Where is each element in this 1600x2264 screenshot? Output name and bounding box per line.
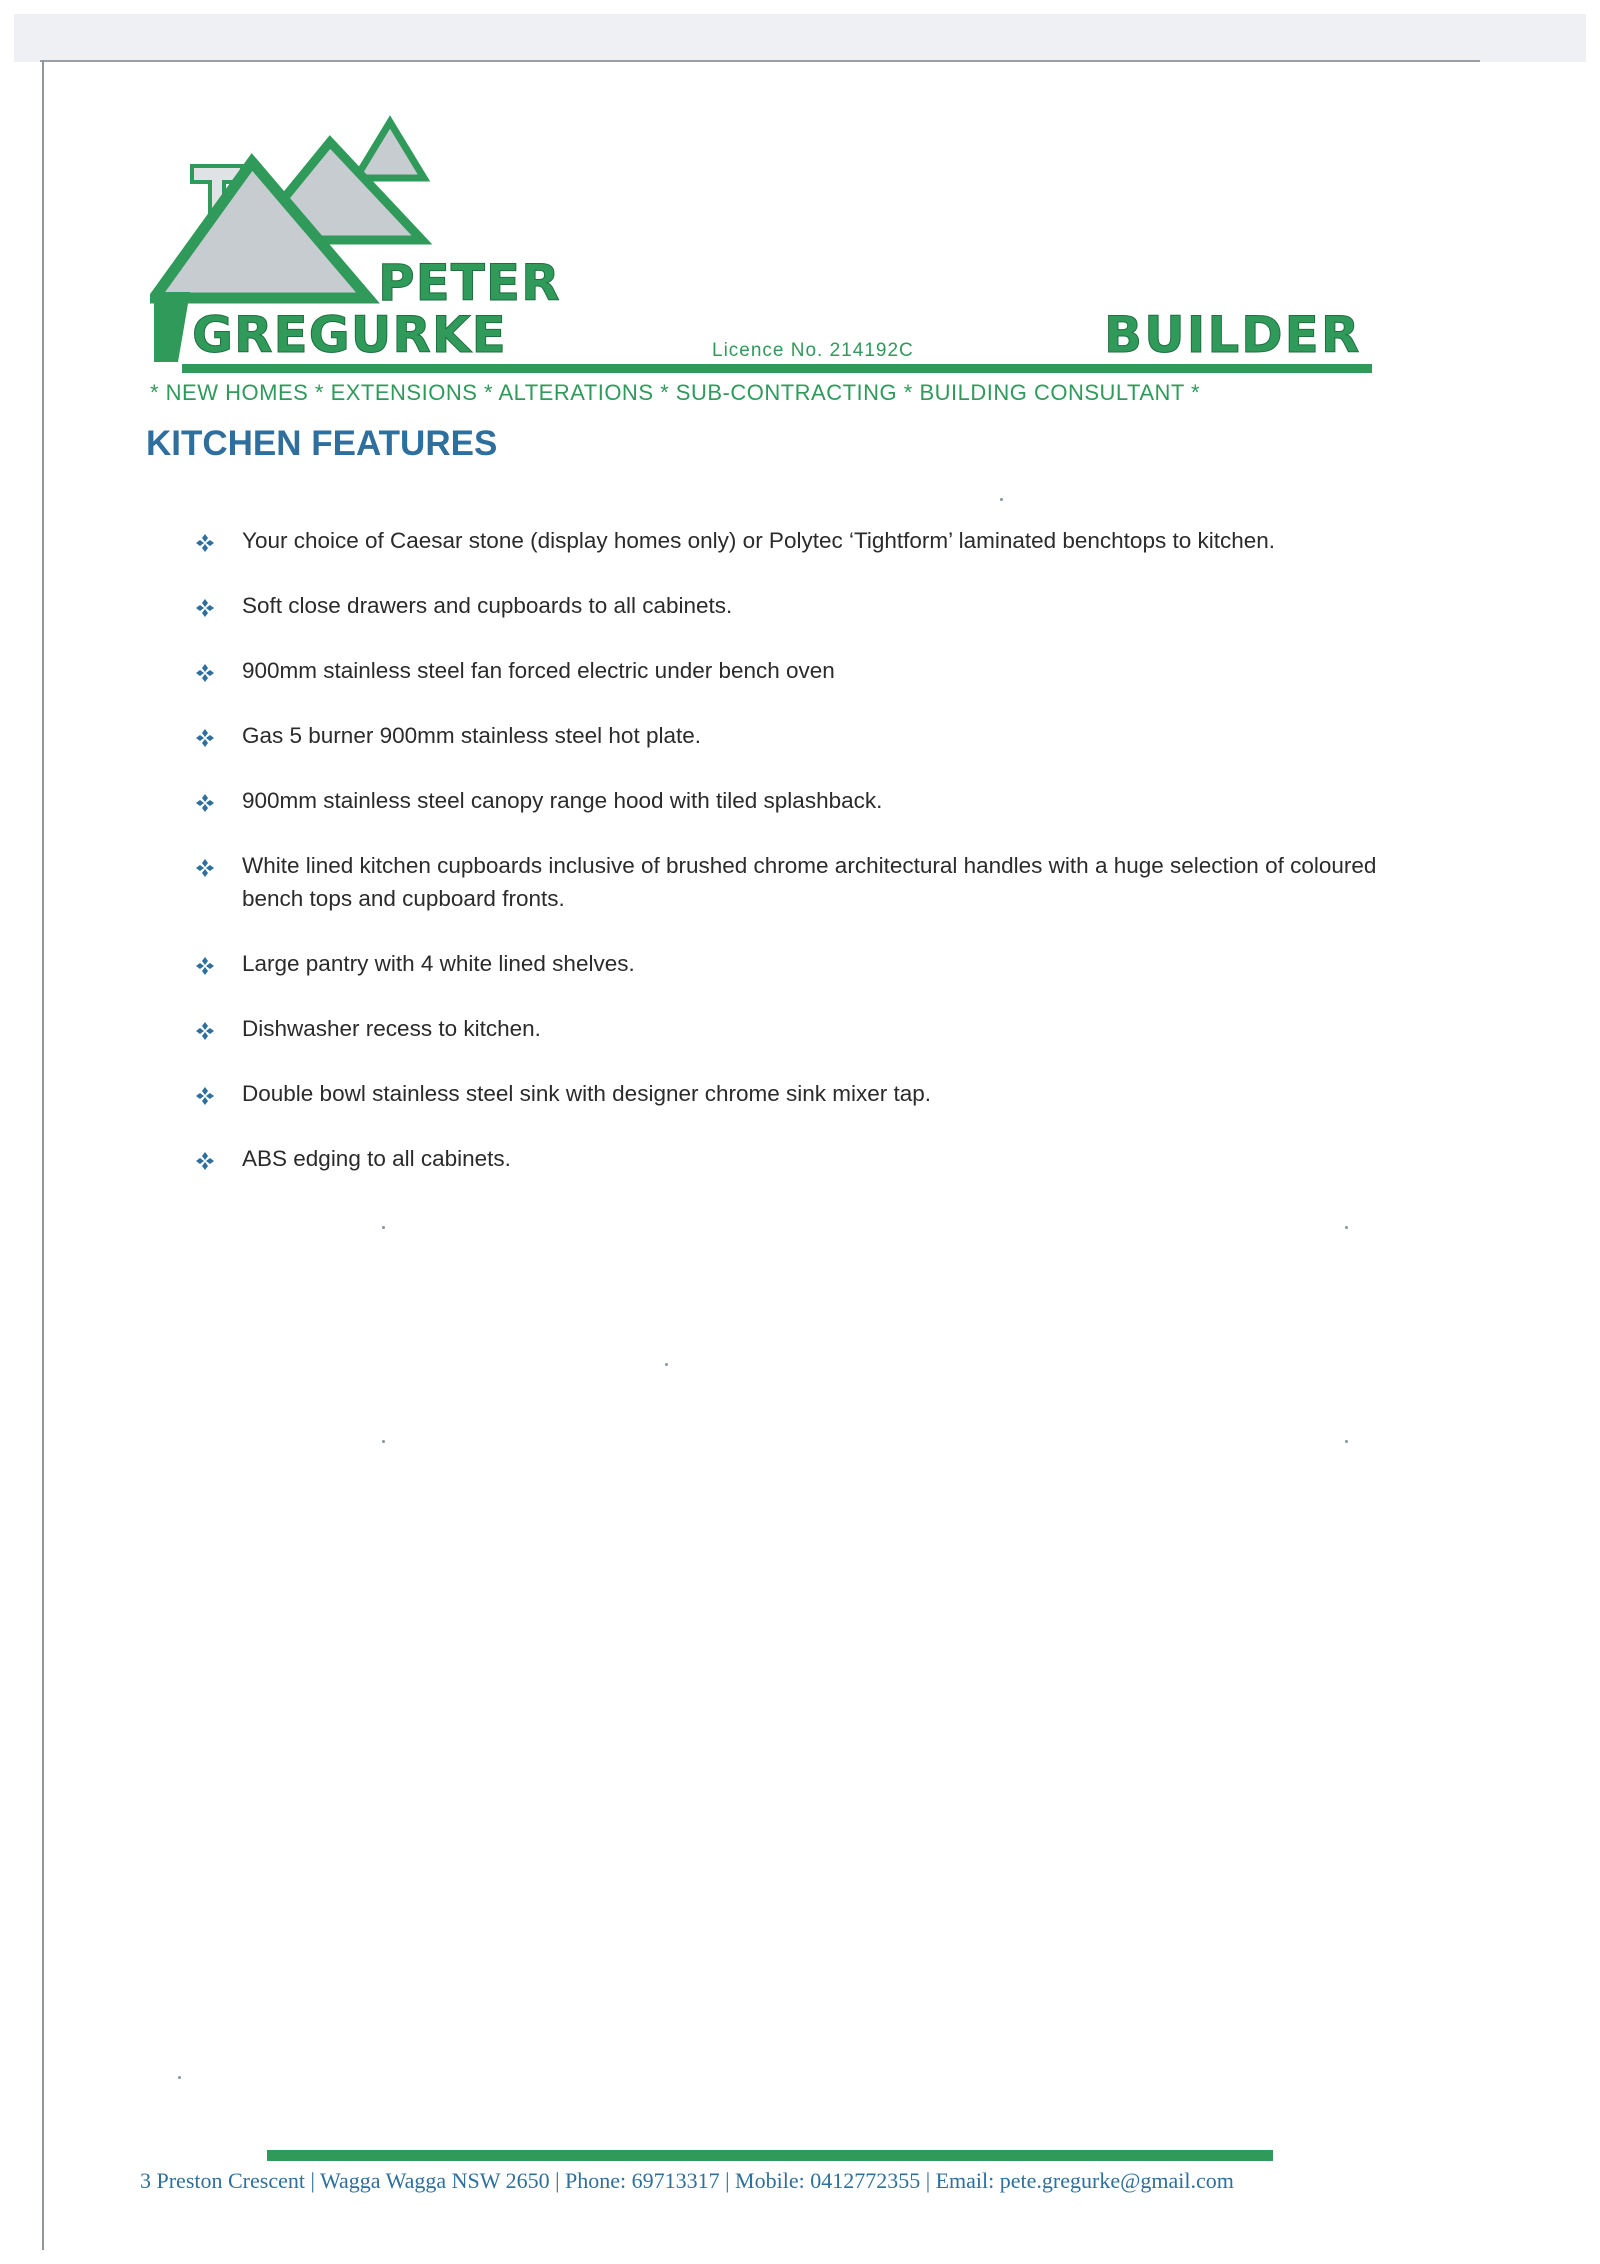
scan-shadow (14, 14, 1586, 62)
four-diamond-bullet-icon (196, 599, 214, 617)
four-diamond-bullet-icon (196, 534, 214, 552)
four-diamond-bullet-icon (196, 1022, 214, 1040)
footer-rule (267, 2150, 1273, 2161)
feature-item (196, 1142, 1426, 1175)
feature-item (196, 784, 1426, 817)
feature-list (196, 524, 1426, 1207)
header-rule (182, 364, 1372, 373)
feature-text: Dishwasher recess to kitchen. (242, 1016, 541, 1041)
scan-speck (382, 1226, 385, 1229)
feature-text: Your choice of Caesar stone (display homes only) or Polytec ‘Tightform’ laminated benchtops to kitchen. (242, 528, 1276, 553)
feature-item (196, 1012, 1426, 1045)
scan-speck (1000, 498, 1003, 501)
feature-text: Large pantry with 4 white lined shelves. (242, 951, 635, 976)
feature-text: 900mm stainless steel canopy range hood with tiled splashback. (242, 788, 883, 813)
four-diamond-bullet-icon (196, 794, 214, 812)
feature-text: White lined kitchen cupboards inclusive of brushed chrome architectural handles with a huge selection of coloured bench tops and cupboard fronts. (242, 853, 1377, 911)
scan-speck (1345, 1226, 1348, 1229)
four-diamond-bullet-icon (196, 957, 214, 975)
feature-item (196, 524, 1426, 557)
page-title: KITCHEN FEATURES (146, 424, 498, 463)
company-name-first: PETER (378, 254, 561, 312)
feature-text: Gas 5 burner 900mm stainless steel hot plate. (242, 723, 701, 748)
four-diamond-bullet-icon (196, 664, 214, 682)
feature-text: ABS edging to all cabinets. (242, 1146, 511, 1171)
scan-speck (1345, 1440, 1348, 1443)
scan-speck (382, 1440, 385, 1443)
four-diamond-bullet-icon (196, 1152, 214, 1170)
feature-item (196, 719, 1426, 752)
four-diamond-bullet-icon (196, 729, 214, 747)
feature-item (196, 589, 1426, 622)
feature-item (196, 1077, 1426, 1110)
scan-edge-top (40, 60, 1480, 62)
trade-title: BUILDER (1104, 306, 1362, 364)
scan-speck (178, 2076, 181, 2079)
scan-edge-left (42, 60, 44, 2250)
company-name-last: GREGURKE (192, 306, 507, 364)
four-diamond-bullet-icon (196, 1087, 214, 1105)
feature-item (196, 654, 1426, 687)
feature-item (196, 849, 1426, 915)
services-line: * NEW HOMES * EXTENSIONS * ALTERATIONS * SUB-CONTRACTING * BUILDING CONSULTANT * (150, 380, 1201, 405)
four-diamond-bullet-icon (196, 859, 214, 877)
feature-item (196, 947, 1426, 980)
feature-text: 900mm stainless steel fan forced electric under bench oven (242, 658, 835, 683)
licence-number: Licence No. 214192C (712, 340, 914, 361)
feature-text: Soft close drawers and cupboards to all cabinets. (242, 593, 733, 618)
scan-speck (665, 1363, 668, 1366)
footer-contact: 3 Preston Crescent | Wagga Wagga NSW 2650 | Phone: 69713317 | Mobile: 0412772355 | Email: pete.gregurke@gmail.com (140, 2168, 1234, 2193)
feature-text: Double bowl stainless steel sink with designer chrome sink mixer tap. (242, 1081, 932, 1106)
